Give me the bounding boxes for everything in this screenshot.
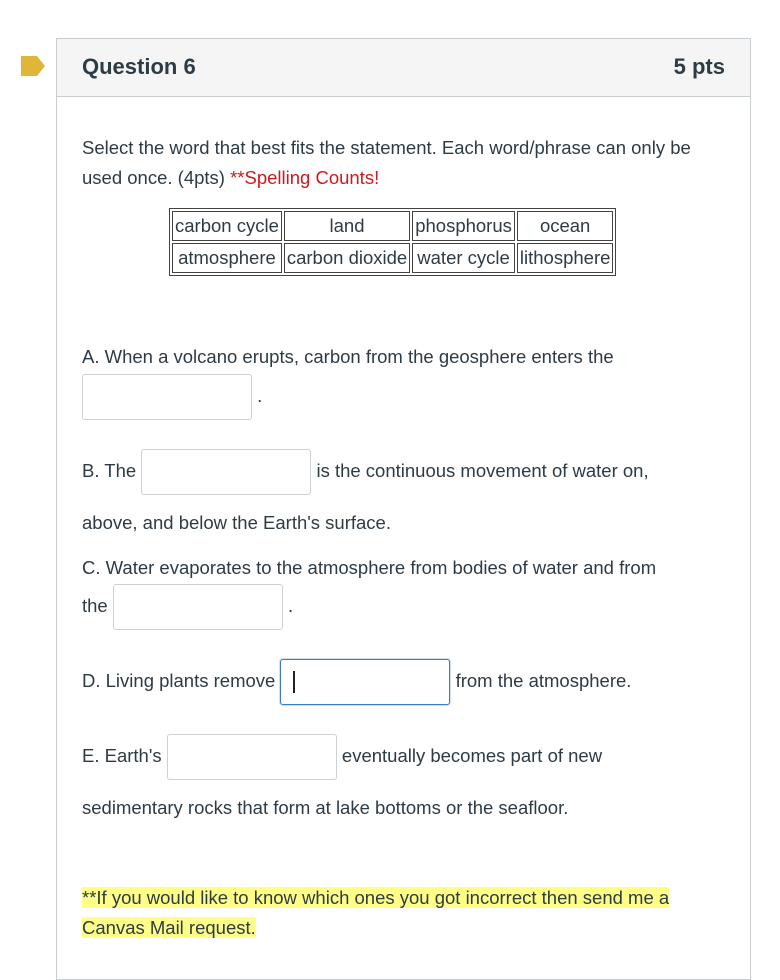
item-a-text: A. When a volcano erupts, carbon from the geosphere enters the <box>82 346 614 367</box>
item-c-suffix: . <box>288 594 294 616</box>
item-b-input[interactable] <box>141 449 311 495</box>
item-d-suffix: from the atmosphere. <box>455 669 632 691</box>
word-bank-cell: lithosphere <box>517 243 614 273</box>
word-bank-cell: water cycle <box>412 243 515 273</box>
spelling-warning: **Spelling Counts! <box>230 167 380 188</box>
item-a-suffix: . <box>257 384 263 406</box>
item-b-prefix: B. The <box>82 459 137 481</box>
question-card <box>56 38 751 980</box>
item-e-prefix: E. Earth's <box>82 744 162 766</box>
instructions-text: Select the word that best fits the statement. Each word/phrase can only be used once. (4pts) <box>82 137 691 188</box>
item-c-text: C. Water evaporates to the atmosphere from bodies of water and from <box>82 557 657 578</box>
item-a-input[interactable] <box>82 374 252 420</box>
word-bank-cell: ocean <box>517 211 614 241</box>
item-c-input[interactable] <box>113 584 283 630</box>
text-caret <box>293 671 295 693</box>
item-b-suffix: is the continuous movement of water on, <box>316 459 649 481</box>
question-title: Question 6 <box>82 54 196 79</box>
item-d-prefix: D. Living plants remove <box>82 669 276 691</box>
flag-icon[interactable] <box>21 56 45 76</box>
item-b-continuation: above, and below the Earth's surface. <box>82 512 391 533</box>
word-bank-cell: carbon dioxide <box>284 243 410 273</box>
feedback-note <box>82 883 732 943</box>
item-e-input[interactable] <box>167 734 337 780</box>
item-a-line <box>82 374 262 420</box>
item-e-continuation: sedimentary rocks that form at lake bottoms or the seafloor. <box>82 797 569 818</box>
question-header <box>57 39 750 97</box>
word-bank-cell: carbon cycle <box>172 211 282 241</box>
word-bank-row <box>172 243 613 273</box>
item-b-line <box>82 449 649 495</box>
word-bank-cell: phosphorus <box>412 211 515 241</box>
word-bank-table <box>169 208 616 276</box>
item-e-suffix: eventually becomes part of new <box>341 744 603 766</box>
item-d-line <box>82 659 631 705</box>
word-bank-cell: land <box>284 211 410 241</box>
question-points: 5 pts <box>673 54 725 79</box>
instructions <box>82 133 727 193</box>
item-e-line <box>82 734 602 780</box>
word-bank-row <box>172 211 613 241</box>
item-c-prefix: the <box>82 594 108 616</box>
item-c-line <box>82 584 293 630</box>
feedback-note-text: **If you would like to know which ones you got incorrect then send me a Canvas Mail request. <box>82 887 670 938</box>
item-d-input[interactable] <box>280 659 450 705</box>
word-bank-cell: atmosphere <box>172 243 282 273</box>
